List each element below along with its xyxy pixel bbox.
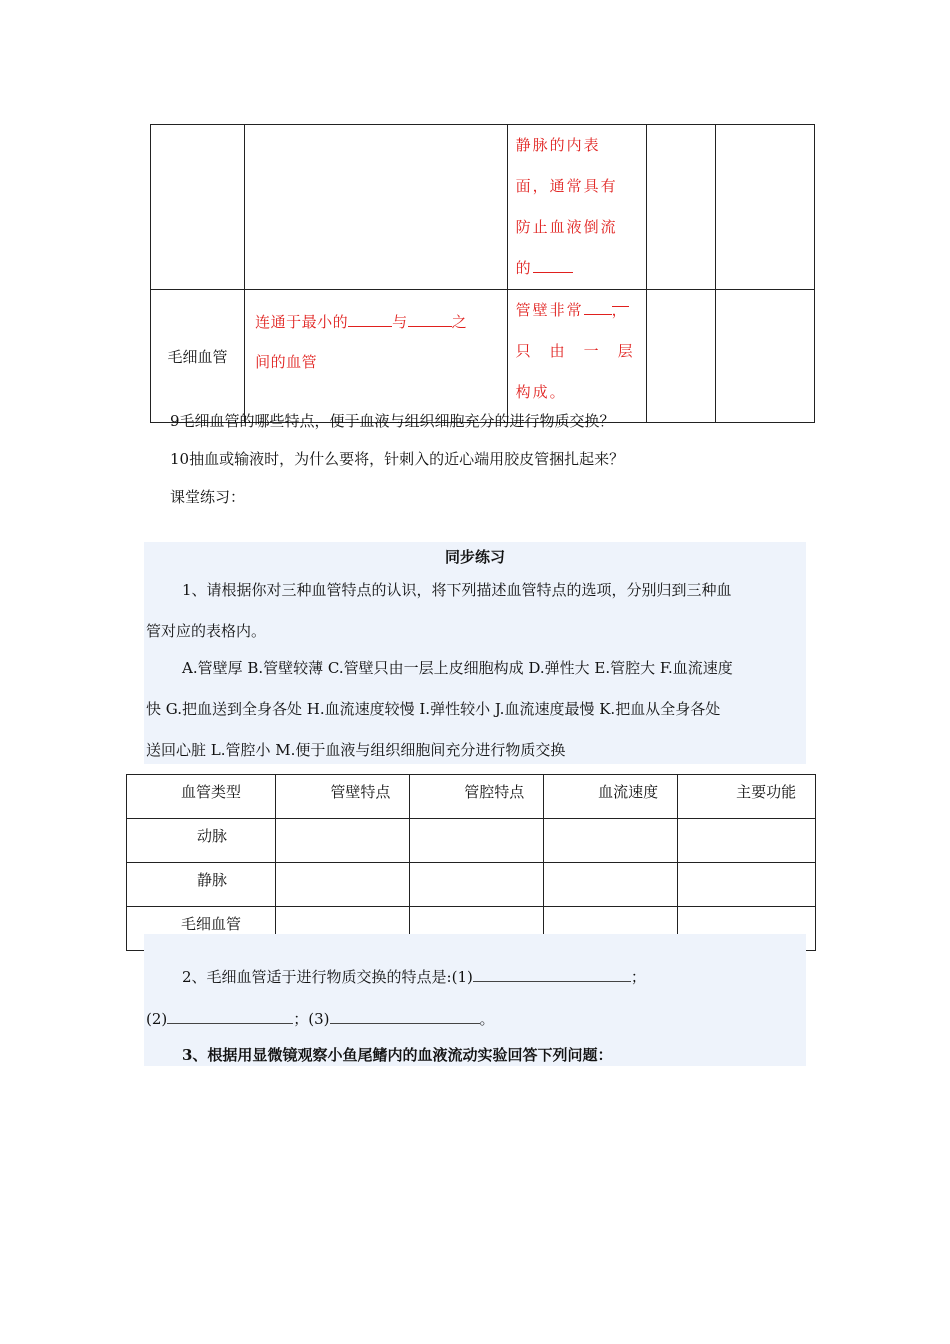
options-line: 送回心脏 L.管腔小 M.便于血液与组织细胞间充分进行物质交换 <box>146 741 566 759</box>
cell-line: 构成。 <box>515 383 567 401</box>
answer-cell[interactable] <box>410 819 544 863</box>
answer-cell[interactable] <box>544 863 678 907</box>
question-10: 10抽血或输液时，为什么要将，针刺入的近心端用胶皮管捆扎起来？ <box>170 450 625 468</box>
practice-question-3: 3、根据用显微镜观察小鱼尾鳍内的血液流动实验回答下列问题： <box>182 1046 613 1064</box>
answer-cell[interactable] <box>276 819 410 863</box>
answer-blank[interactable] <box>473 967 631 982</box>
practice-question-1 <box>146 570 806 611</box>
header-wall: 管壁特点 <box>276 775 410 819</box>
practice-question-2-line2: (2) ；(3) 。 <box>146 1010 495 1028</box>
row-artery: 动脉 <box>127 819 276 863</box>
table-cell <box>245 125 508 290</box>
table-cell <box>716 125 815 290</box>
cell-line: 的 <box>516 248 641 289</box>
row-capillary: 毛细血管 <box>127 907 276 951</box>
row-vein: 静脉 <box>127 863 276 907</box>
answer-cell[interactable] <box>410 863 544 907</box>
header-vessel-type: 血管类型 <box>127 775 276 819</box>
text-line: 1、请根据你对三种血管特点的认识，将下列描述血管特点的选项，分别归到三种血 <box>182 581 732 599</box>
vein-structure-cell <box>507 125 647 290</box>
answer-cell[interactable] <box>678 819 816 863</box>
cell-line: 间的血管 <box>255 353 318 371</box>
vessel-classification-table <box>126 774 816 951</box>
cell-line: 静脉的内表 <box>515 136 601 154</box>
answer-blank[interactable] <box>167 1009 293 1024</box>
header-speed: 血流速度 <box>544 775 678 819</box>
options-line: A.管壁厚 B.管壁较薄 C.管壁只由一层上皮细胞构成 D.弹性大 E.管腔大 F.血流速度 <box>182 659 733 677</box>
fill-blank[interactable] <box>533 256 573 273</box>
cell-line: 连通于最小的 与 之 <box>255 302 499 342</box>
practice-question-2-line1: 2、毛细血管适于进行物质交换的特点是:(1) ； <box>182 968 646 986</box>
capillary-label: 毛细血管 <box>151 290 245 423</box>
fill-blank[interactable]: ， <box>612 290 629 307</box>
cell-line: 管壁非常 ， <box>516 290 641 331</box>
answer-cell[interactable] <box>276 863 410 907</box>
capillary-concept-cell <box>245 290 508 423</box>
table-cell <box>647 125 716 290</box>
fill-blank[interactable] <box>348 310 392 327</box>
cell-line: 面，通常具有 <box>515 177 618 195</box>
table-cell <box>647 290 716 423</box>
header-lumen: 管腔特点 <box>410 775 544 819</box>
text-line: 管对应的表格内。 <box>146 622 267 640</box>
answer-blank[interactable] <box>330 1009 480 1024</box>
fill-blank[interactable] <box>408 310 452 327</box>
capillary-structure-cell <box>507 290 647 423</box>
table-cell <box>716 290 815 423</box>
classroom-practice-heading: 课堂练习： <box>170 488 246 506</box>
answer-cell[interactable] <box>678 863 816 907</box>
cell-line: 防止血液倒流 <box>515 218 618 236</box>
question-9: 9毛细血管的哪些特点，便于血液与组织细胞充分的进行物质交换？ <box>170 412 615 430</box>
table-cell <box>151 125 245 290</box>
practice-title: 同步练习 <box>444 548 505 566</box>
cell-line: 只 由 一 层 <box>515 342 635 360</box>
header-function: 主要功能 <box>678 775 816 819</box>
options-line: 快 G.把血送到全身各处 H.血流速度较慢 I.弹性较小 J.血流速度最慢 K.把血从全身各处 <box>146 700 721 718</box>
fill-blank[interactable] <box>584 298 612 315</box>
blood-vessel-table-continued <box>150 124 815 423</box>
answer-cell[interactable] <box>544 819 678 863</box>
